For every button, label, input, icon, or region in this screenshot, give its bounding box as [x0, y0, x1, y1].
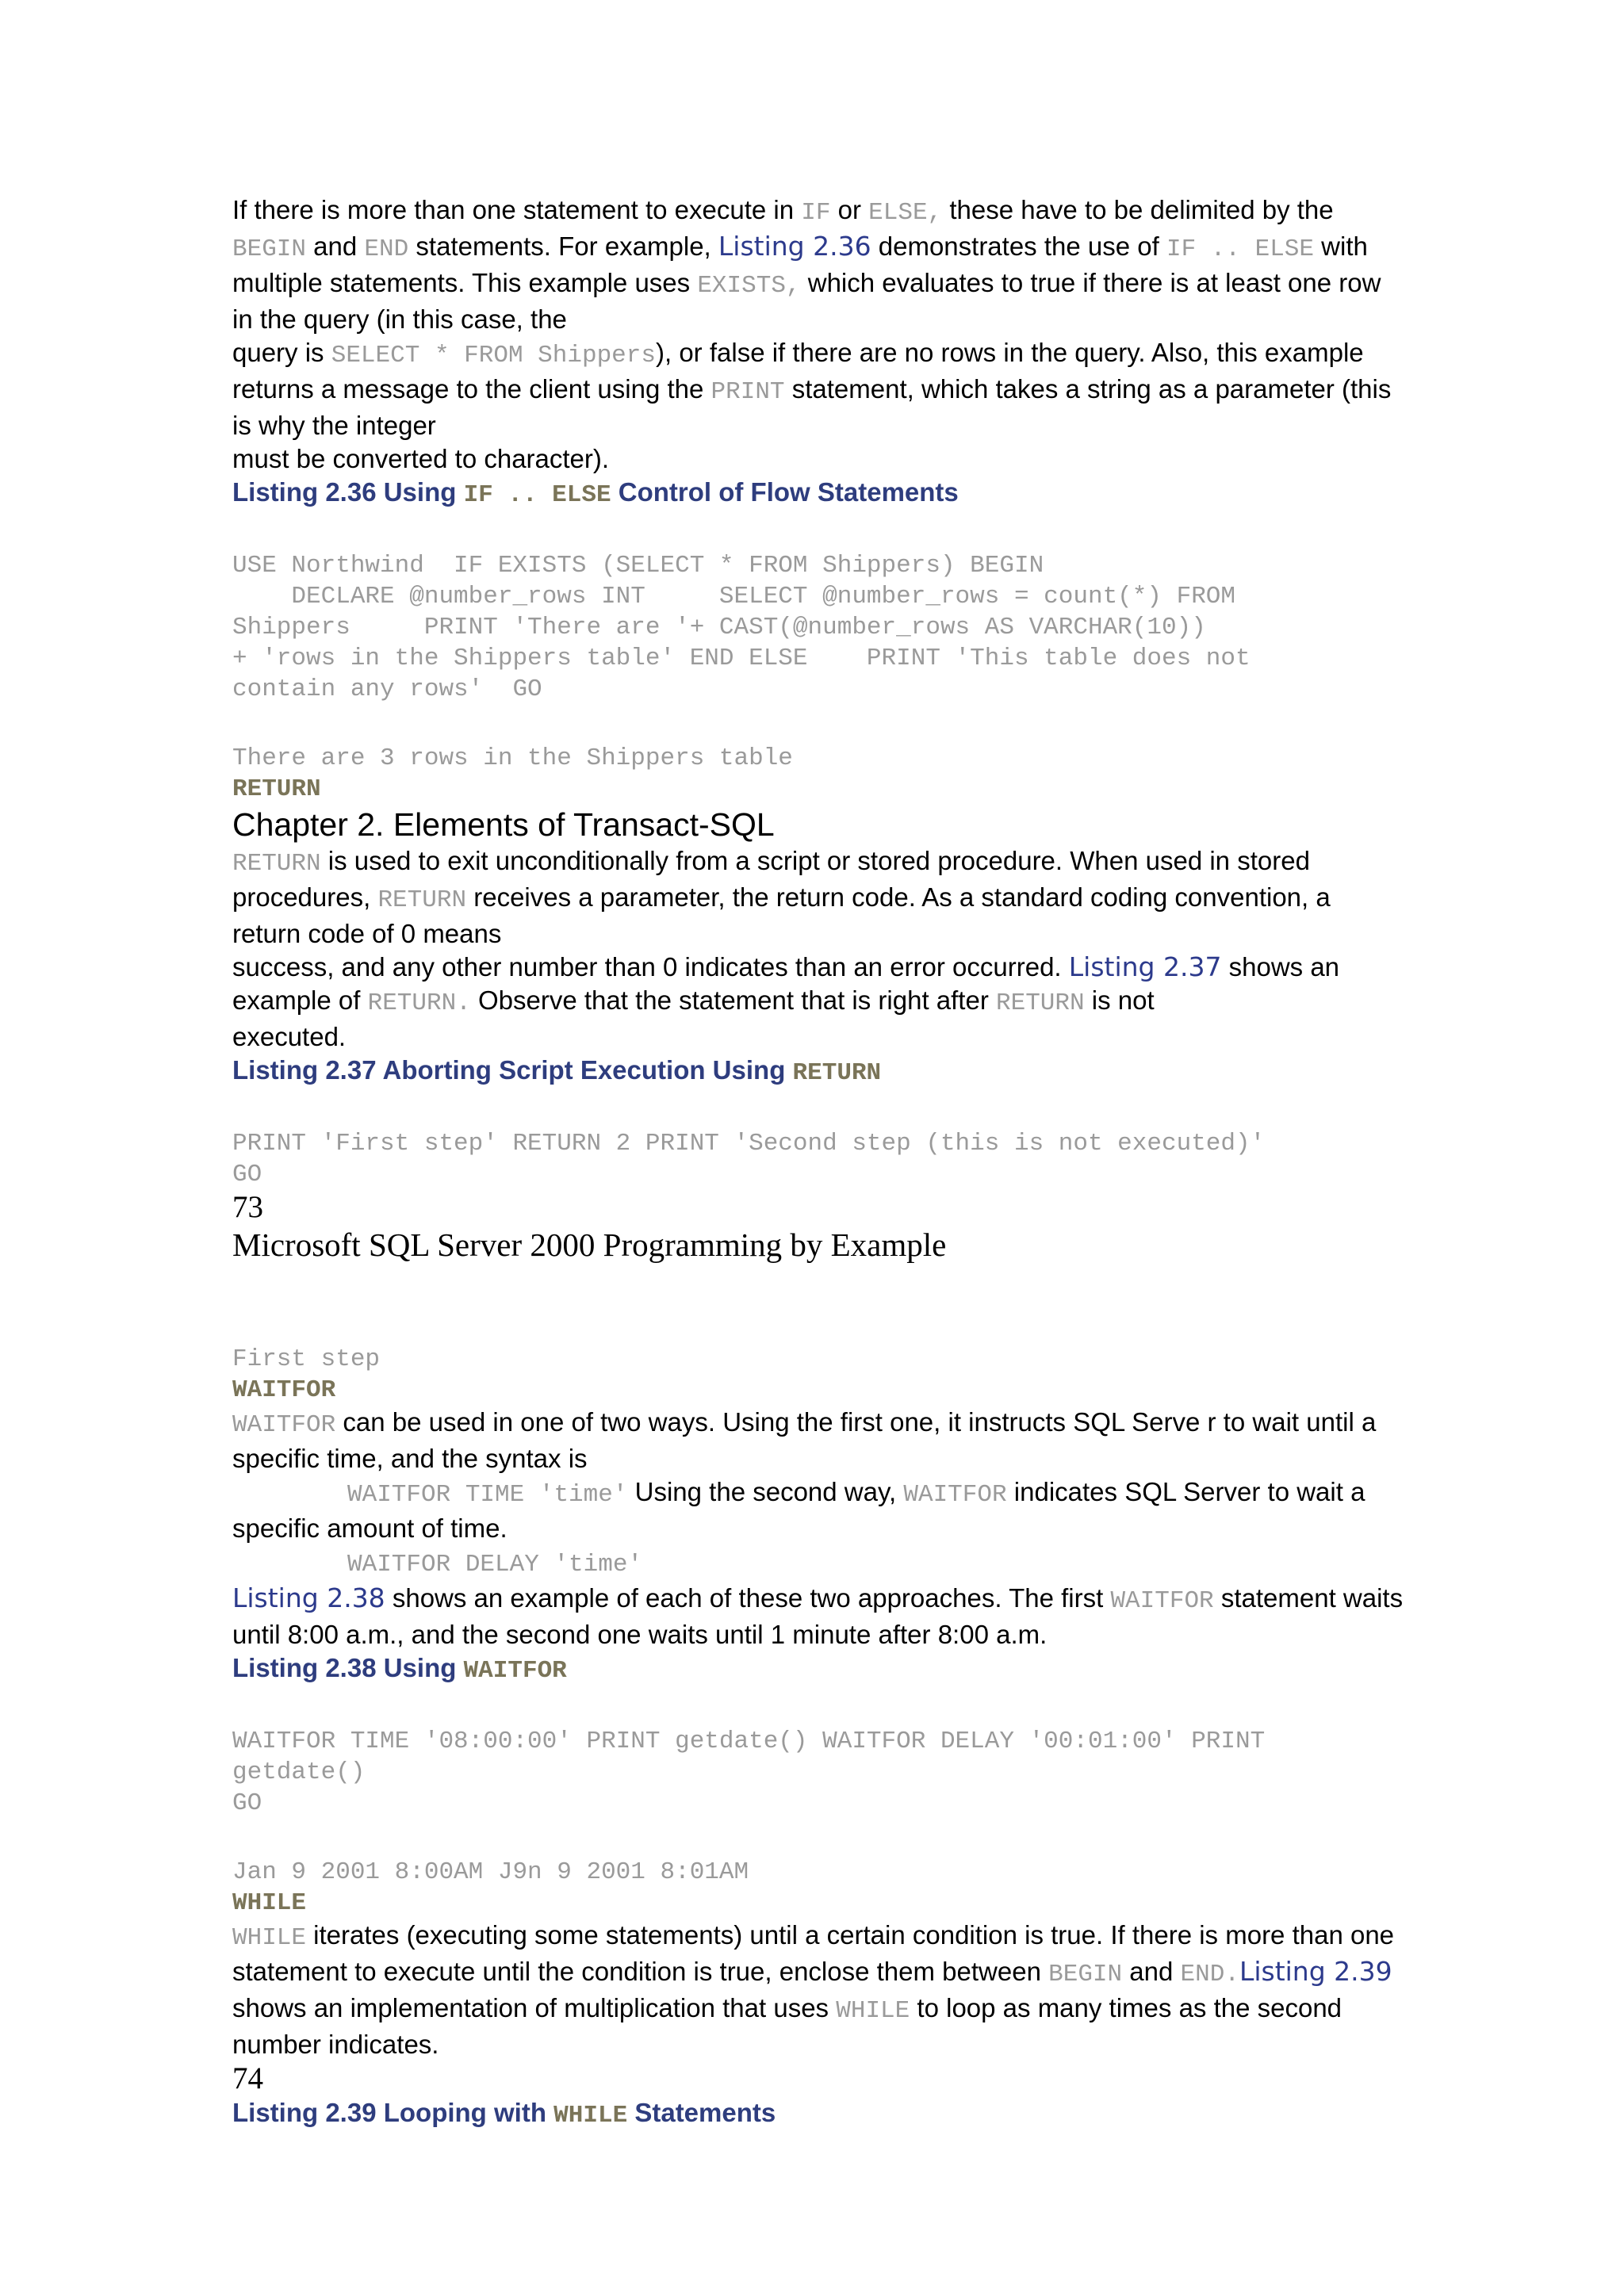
heading-text: Listing 2.38 Using — [232, 1653, 464, 1682]
code-line: contain any rows' GO — [232, 675, 542, 703]
heading-code: IF .. ELSE — [463, 481, 611, 509]
inline-code: EXISTS, — [697, 272, 801, 300]
text: If there is more than one statement to execute in — [232, 195, 802, 224]
code-line: Shippers PRINT 'There are '+ CAST(@number_rows AS VARCHAR(10)) — [232, 614, 1206, 641]
inline-code: WHILE — [836, 1997, 910, 2025]
code-block-2-38 — [232, 1726, 1406, 1819]
code-output-2-36: There are 3 rows in the Shippers table — [232, 744, 793, 772]
listing-2-38-link[interactable]: Listing 2.38 — [232, 1582, 385, 1613]
listing-2-38-heading — [232, 1651, 1406, 1688]
code-line: GO — [232, 1789, 262, 1817]
spacer — [232, 705, 1406, 743]
paragraph-while — [232, 1919, 1406, 2061]
text: must be converted to character). — [232, 444, 610, 473]
heading-code: RETURN — [792, 1059, 882, 1087]
listing-2-37-link[interactable]: Listing 2.37 — [1068, 951, 1222, 982]
spacer — [232, 1090, 1406, 1128]
inline-code: WAITFOR — [1110, 1587, 1214, 1615]
keyword-heading-waitfor: WAITFOR — [232, 1376, 336, 1404]
listing-2-39-heading — [232, 2096, 1406, 2133]
text: is used to exit unconditionally from a script or stored procedure. When used in stored procedures, — [232, 846, 1310, 912]
text: shows an example of each of these two approaches. The first — [385, 1583, 1111, 1613]
inline-code: WAITFOR — [903, 1481, 1007, 1509]
paragraph-if-else — [232, 193, 1406, 476]
inline-code: SELECT * FROM Shippers — [331, 342, 656, 369]
text: success, and any other number than 0 indicates than an error occurred. — [232, 952, 1069, 982]
text: can be used in one of two ways. Using the first one, it instructs SQL Serve r to wait until a specific time, and the syntax is — [232, 1407, 1377, 1473]
listing-2-39-link[interactable]: Listing 2.39 — [1239, 1956, 1392, 1987]
spacer — [232, 1688, 1406, 1726]
code-line: USE Northwind IF EXISTS (SELECT * FROM Shippers) BEGIN — [232, 552, 1044, 580]
text: Using the second way, — [627, 1477, 904, 1506]
text: or — [830, 195, 869, 224]
code-output-2-38: Jan 9 2001 8:00AM J9n 9 2001 8:01AM — [232, 1858, 749, 1886]
paragraph-waitfor — [232, 1406, 1406, 1651]
code-line: WAITFOR TIME '08:00:00' PRINT getdate() WAITFOR DELAY '00:01:00' PRINT — [232, 1728, 1266, 1755]
inline-code: END — [364, 235, 409, 263]
inline-code: WAITFOR DELAY 'time' — [347, 1551, 643, 1578]
inline-code: IF — [801, 199, 831, 227]
listing-2-36-link[interactable]: Listing 2.36 — [718, 231, 871, 262]
listing-2-36-heading — [232, 476, 1406, 512]
text: statement waits until 8:00 a.m., and the second one waits until 1 minute after 8:00 a.m. — [232, 1583, 1404, 1649]
page-number: 74 — [232, 2061, 263, 2095]
heading-text: Listing 2.39 Looping with — [232, 2098, 554, 2127]
code-line: PRINT 'First step' RETURN 2 PRINT 'Second step (this is not executed)' — [232, 1130, 1266, 1158]
text: with multiple statements. This example uses — [232, 232, 1368, 297]
code-output-2-37: First step — [232, 1345, 381, 1373]
inline-code: BEGIN — [232, 235, 307, 263]
text: is not — [1084, 985, 1155, 1015]
text: demonstrates the use of — [871, 232, 1166, 261]
heading-code: WHILE — [553, 2102, 628, 2130]
keyword-heading-return: RETURN — [232, 775, 321, 803]
code-block-2-37 — [232, 1128, 1406, 1190]
heading-code: WAITFOR — [463, 1657, 567, 1685]
text: which evaluates to true if there is at least one row in the query (in this case, the — [232, 268, 1381, 334]
inline-code: WAITFOR — [232, 1411, 336, 1439]
page-content — [232, 193, 1406, 2133]
code-line: GO — [232, 1161, 262, 1188]
code-line: DECLARE @number_rows INT SELECT @number_rows = count(*) FROM — [232, 583, 1236, 610]
text: and — [1122, 1957, 1181, 1986]
text: ), or false if there are no rows in the query. Also, this example returns a message to the client using the — [232, 338, 1364, 404]
inline-code: ELSE, — [868, 199, 943, 227]
inline-code: RETURN — [232, 850, 321, 878]
inline-code: RETURN — [996, 989, 1085, 1017]
listing-2-37-heading — [232, 1054, 1406, 1090]
chapter-title: Chapter 2. Elements of Transact-SQL — [232, 806, 775, 843]
inline-code: IF .. ELSE — [1166, 235, 1314, 263]
text: statement, which takes a string as a parameter (this is why the integer — [232, 374, 1392, 440]
text: to loop as many times as the second number indicates. — [232, 1993, 1342, 2059]
text: iterates (executing some statements) until a certain condition is true. If there is more than one statement to execute until the condition is true, enclose them between — [232, 1920, 1395, 1986]
text: and — [306, 232, 365, 261]
paragraph-return — [232, 844, 1406, 1054]
inline-code: WHILE — [232, 1924, 307, 1952]
heading-text: Statements — [627, 2098, 776, 2127]
spacer — [232, 512, 1406, 550]
text: executed. — [232, 1022, 347, 1051]
inline-code: RETURN. — [367, 989, 471, 1017]
heading-text: Listing 2.36 Using — [232, 477, 464, 507]
text: shows an example of — [232, 952, 1340, 1015]
text: statements. For example, — [408, 232, 718, 261]
code-line: getdate() — [232, 1758, 366, 1786]
text: shows an implementation of multiplication that uses — [232, 1993, 837, 2022]
inline-code: BEGIN — [1048, 1961, 1123, 1988]
inline-code: PRINT — [710, 378, 785, 406]
heading-text: Listing 2.37 Aborting Script Execution Using — [232, 1055, 793, 1085]
keyword-heading-while: WHILE — [232, 1889, 307, 1917]
text: these have to be delimited by the — [942, 195, 1334, 224]
text: Observe that the statement that is right after — [470, 985, 996, 1015]
inline-code: RETURN — [377, 886, 467, 914]
code-line: + 'rows in the Shippers table' END ELSE PRINT 'This table does not — [232, 645, 1251, 672]
page-number: 73 — [232, 1190, 263, 1224]
text: indicates SQL Server to wait a specific amount of time. — [232, 1477, 1365, 1543]
spacer — [232, 1819, 1406, 1857]
inline-code: WAITFOR TIME 'time' — [347, 1481, 628, 1509]
text: receives a parameter, the return code. As a standard coding convention, a return code of 0 means — [232, 882, 1331, 948]
code-block-2-36 — [232, 550, 1406, 705]
spacer — [232, 1265, 1406, 1344]
text: query is — [232, 338, 331, 367]
book-title-footer: Microsoft SQL Server 2000 Programming by Example — [232, 1226, 947, 1263]
inline-code: END. — [1180, 1961, 1239, 1988]
heading-text: Control of Flow Statements — [611, 477, 959, 507]
